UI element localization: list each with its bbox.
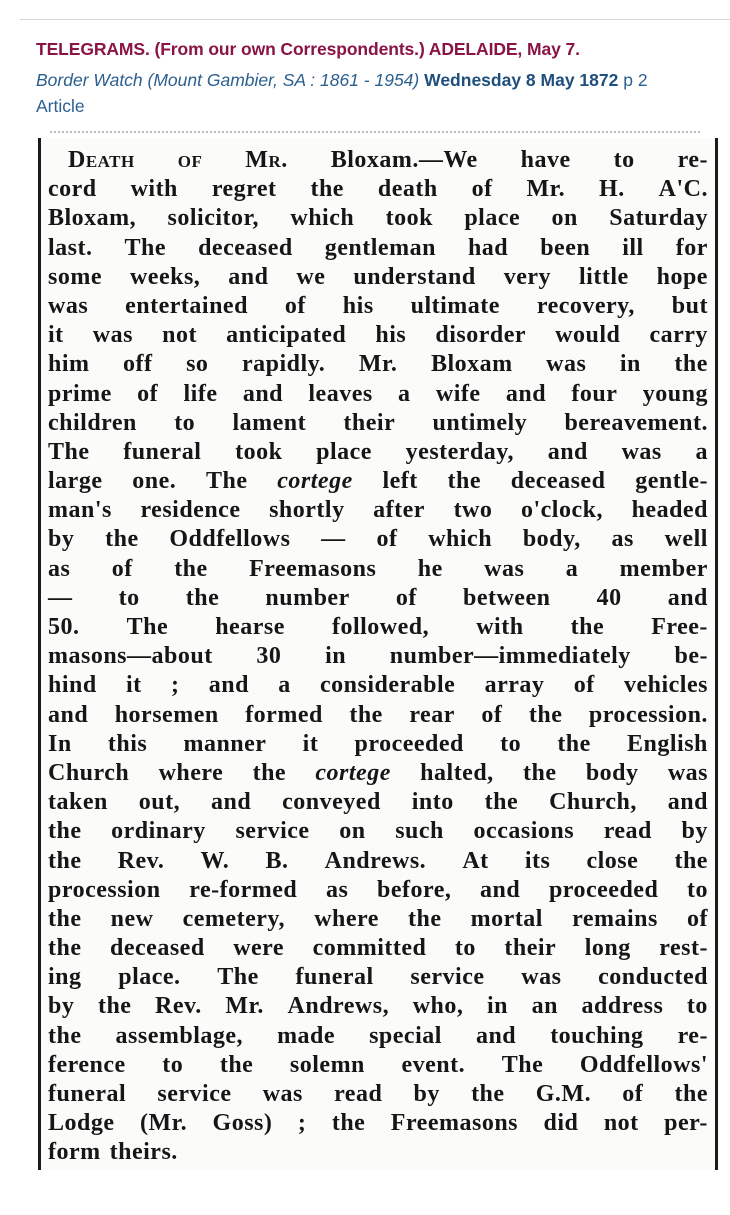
article-line: ing place. The funeral service was conducted: [48, 964, 708, 991]
article-line: In this manner it proceeded to the English: [48, 730, 708, 757]
article-line: The funeral took place yesterday, and was a: [48, 438, 708, 465]
article-line: Bloxam, solicitor, which took place on Saturday: [48, 205, 708, 232]
article-line: some weeks, and we understand very little hope: [48, 263, 708, 290]
top-divider: [20, 19, 730, 20]
article-line: cord with regret the death of Mr. H. A'C.: [48, 176, 708, 203]
article-headline[interactable]: TELEGRAMS. (From our own Correspondents.) ADELAIDE, May 7.: [36, 39, 580, 59]
column-rule-left: [38, 138, 41, 1170]
article-line: by the Rev. Mr. Andrews, who, in an address to: [48, 993, 708, 1020]
column-rule-right: [715, 138, 718, 1170]
article-header: [36, 37, 716, 119]
article-line: form theirs.: [48, 1139, 178, 1166]
article-line: Lodge (Mr. Goss) ; the Freemasons did not per-: [48, 1110, 708, 1137]
page-number: p 2: [623, 70, 648, 90]
article-line: Death of Mr. Bloxam.—We have to re-: [68, 147, 708, 173]
article-line: Church where the cortege halted, the body was: [48, 759, 708, 786]
article-line: him off so rapidly. Mr. Bloxam was in the: [48, 351, 708, 378]
article-line: ference to the solemn event. The Oddfellows': [48, 1051, 708, 1078]
article-line: hind it ; and a considerable array of vehicles: [48, 672, 708, 699]
article-line: children to lament their untimely bereavement.: [48, 409, 708, 436]
article-line: as of the Freemasons he was a member: [48, 555, 708, 582]
article-type: Article: [36, 96, 85, 116]
article-line: masons—about 30 in number—immediately be-: [48, 643, 708, 670]
article-line: was entertained of his ultimate recovery, but: [48, 292, 708, 319]
article-line: prime of life and leaves a wife and four young: [48, 380, 708, 407]
article-line: man's residence shortly after two o'clock, headed: [48, 497, 708, 524]
article-line: the assemblage, made special and touching re-: [48, 1022, 708, 1049]
article-line: by the Oddfellows — of which body, as well: [48, 526, 708, 553]
article-line: funeral service was read by the G.M. of the: [48, 1081, 708, 1107]
article-line: the ordinary service on such occasions read by: [48, 818, 708, 845]
article-line: last. The deceased gentleman had been ill for: [48, 234, 708, 261]
article-line: large one. The cortege left the deceased gentle-: [48, 468, 708, 495]
article-line: taken out, and conveyed into the Church, and: [48, 789, 708, 816]
article-line: and horsemen formed the rear of the procession.: [48, 701, 708, 728]
article-text: [48, 146, 708, 1168]
article-citation: [36, 67, 716, 119]
article-line: the new cemetery, where the mortal remains of: [48, 905, 708, 932]
publication-date[interactable]: Wednesday 8 May 1872: [424, 70, 619, 90]
article-line: — to the number of between 40 and: [48, 584, 708, 611]
clipping-top-edge: [50, 131, 700, 141]
publication-source[interactable]: Border Watch (Mount Gambier, SA : 1861 - 1954): [36, 70, 420, 90]
article-line: the Rev. W. B. Andrews. At its close the: [48, 847, 708, 874]
article-line: it was not anticipated his disorder would carry: [48, 322, 708, 349]
article-line: the deceased were committed to their long rest-: [48, 935, 708, 962]
article-line: procession re-formed as before, and proceeded to: [48, 876, 708, 903]
article-line: 50. The hearse followed, with the Free-: [48, 614, 708, 640]
